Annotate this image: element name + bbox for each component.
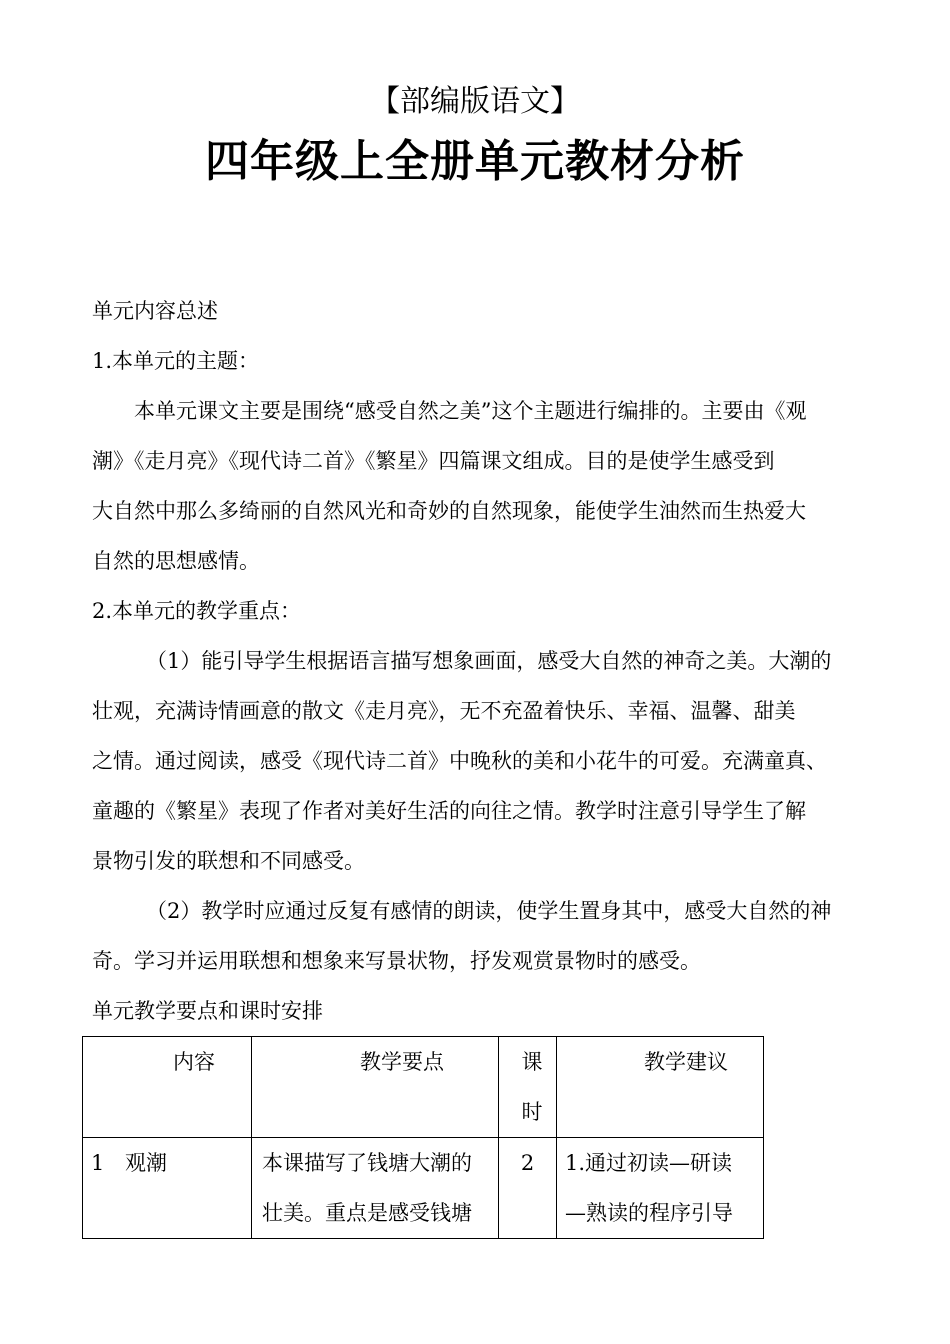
theme-paragraph-line: 自然的思想感情。 [92, 549, 260, 573]
section-heading: 单元内容总述 [92, 299, 218, 323]
header-advice-cell [557, 1037, 764, 1138]
table-row [83, 1138, 764, 1239]
lesson-plan-table [82, 1036, 764, 1239]
points-line: 本课描写了钱塘大潮的 [262, 1151, 472, 1175]
lesson-title: 观潮 [125, 1151, 167, 1175]
row-hours-cell [499, 1138, 557, 1239]
points-line: 壮美。重点是感受钱塘 [262, 1201, 472, 1225]
header-points-cell [252, 1037, 499, 1138]
row-advice-cell [557, 1138, 764, 1239]
header-points: 教学要点 [360, 1050, 444, 1074]
row-points-cell [252, 1138, 499, 1239]
theme-paragraph-line: 大自然中那么多绮丽的自然风光和奇妙的自然现象，能使学生油然而生热爱大 [92, 499, 806, 523]
table-header-row [83, 1037, 764, 1138]
focus-heading: 2.本单元的教学重点： [92, 599, 302, 623]
lesson-number: 1 [91, 1151, 105, 1175]
row-content-cell [83, 1138, 252, 1239]
lesson-hours: 2 [520, 1151, 535, 1175]
header-hours-line: 课 [521, 1050, 543, 1074]
subject-label: 【部编版语文】 [370, 84, 580, 119]
overview-section [92, 286, 858, 1036]
focus2-paragraph-line: 奇。学习并运用联想和想象来写景状物，抒发观赏景物时的感受。 [92, 949, 701, 973]
advice-line: —熟读的程序引导 [565, 1201, 733, 1225]
focus1-paragraph-line: 之情。通过阅读，感受《现代诗二首》中晚秋的美和小花牛的可爱。充满童真、 [92, 749, 827, 773]
focus1-paragraph-line: （1）能引导学生根据语言描写想象画面，感受大自然的神奇之美。大潮的 [146, 649, 832, 673]
table-heading: 单元教学要点和课时安排 [92, 999, 323, 1023]
header-hours-cell [499, 1037, 557, 1138]
focus1-paragraph-line: 壮观，充满诗情画意的散文《走月亮》，无不充盈着快乐、幸福、温馨、甜美 [92, 699, 796, 723]
advice-line: 1.通过初读—研读 [565, 1151, 733, 1175]
focus2-paragraph-line: （2）教学时应通过反复有感情的朗读，使学生置身其中，感受大自然的神 [146, 899, 832, 923]
focus1-paragraph-line: 童趣的《繁星》表现了作者对美好生活的向往之情。教学时注意引导学生了解 [92, 799, 806, 823]
theme-paragraph-line: 潮》《走月亮》《现代诗二首》《繁星》四篇课文组成。目的是使学生感受到 [92, 449, 775, 473]
header-content: 内容 [173, 1050, 215, 1074]
theme-paragraph-line: 本单元课文主要是围绕“感受自然之美”这个主题进行编排的。主要由《观 [134, 399, 807, 423]
header-hours-line: 时 [521, 1100, 543, 1124]
theme-heading: 1.本单元的主题： [92, 349, 260, 373]
header-content-cell [83, 1037, 252, 1138]
page-title: 四年级上全册单元教材分析 [205, 136, 745, 187]
header-advice: 教学建议 [644, 1050, 728, 1074]
focus1-paragraph-line: 景物引发的联想和不同感受。 [92, 849, 365, 873]
